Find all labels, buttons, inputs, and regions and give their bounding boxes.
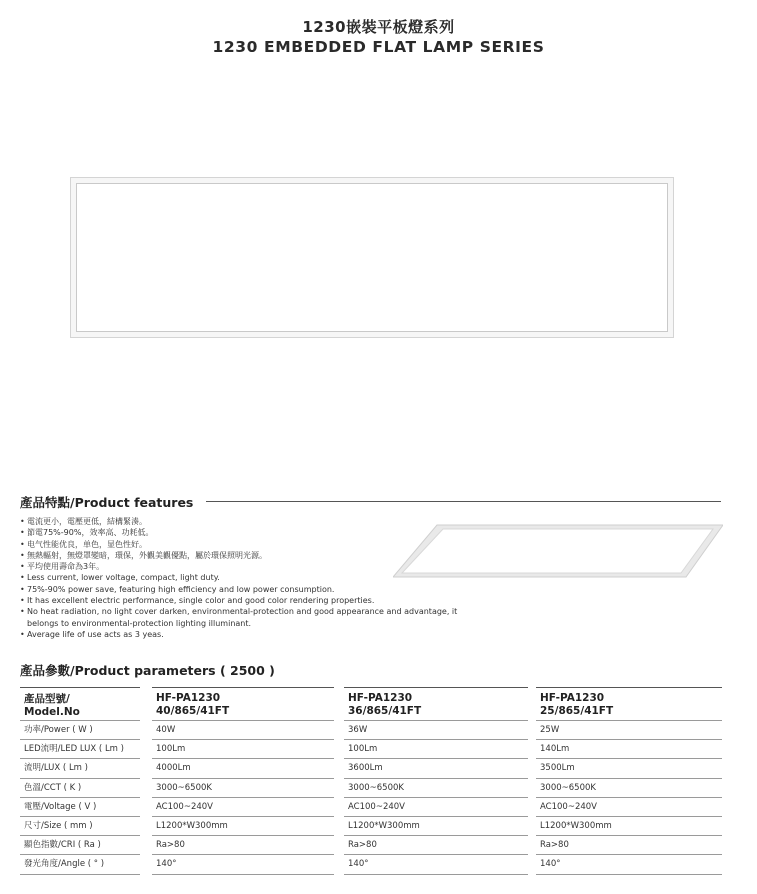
param-value: 140Lm bbox=[540, 744, 570, 755]
feature-item: • Less current, lower voltage, compact, light duty. bbox=[20, 572, 460, 583]
param-value: 140° bbox=[348, 859, 369, 870]
flat-panel-product-image bbox=[70, 177, 674, 338]
table-row bbox=[20, 740, 722, 759]
param-value: 3000~6500K bbox=[156, 782, 212, 793]
parameters-table bbox=[20, 687, 722, 875]
param-label: 顯色指數/CRI ( Ra ) bbox=[24, 840, 101, 851]
feature-item: • No heat radiation, no light cover darken, environmental-protection and good appearance and advantage, it belongs to environmental-protection lighting illuminant. bbox=[20, 606, 460, 629]
param-value: 100Lm bbox=[348, 744, 378, 755]
param-label: 功率/Power ( W ) bbox=[24, 725, 93, 735]
feature-item: • 無熱輻射，無燈罩變暗，環保，外觀美觀優點，屬於環保照明光源。 bbox=[20, 550, 460, 561]
param-value: 25W bbox=[540, 725, 560, 735]
title-cn: 1230嵌裝平板燈系列 bbox=[302, 18, 455, 36]
param-value: L1200*W300mm bbox=[156, 820, 228, 831]
feature-item: • It has excellent electric performance, single color and good color rendering properties. bbox=[20, 595, 460, 606]
param-label: 電壓/Voltage ( V ) bbox=[24, 801, 97, 812]
feature-item: • 平均使用壽命為3年。 bbox=[20, 561, 460, 572]
param-value: 40W bbox=[156, 725, 176, 735]
param-label: 色溫/CCT ( K ) bbox=[24, 782, 82, 793]
title-en: 1230 EMBEDDED FLAT LAMP SERIES bbox=[212, 38, 545, 56]
model-code: 25/865/41FT bbox=[540, 705, 614, 717]
param-value: Ra>80 bbox=[540, 840, 569, 851]
feature-item: • 75%-90% power save, featuring high efficiency and low power consumption. bbox=[20, 584, 460, 595]
param-label: 尺寸/Size ( mm ) bbox=[24, 820, 93, 831]
flat-panel-perspective-image bbox=[393, 521, 723, 581]
param-value: AC100~240V bbox=[540, 801, 597, 812]
table-row bbox=[20, 779, 722, 798]
feature-item: • 電流更小，電壓更低，結構緊湊。 bbox=[20, 516, 460, 527]
features-divider bbox=[206, 501, 721, 502]
table-row bbox=[20, 721, 722, 740]
header-label-en: Model.No bbox=[24, 706, 80, 718]
param-label: LED流明/LED LUX ( Lm ) bbox=[24, 744, 124, 755]
model-name: HF-PA1230 bbox=[348, 692, 413, 704]
param-value: 3000~6500K bbox=[348, 782, 404, 793]
table-row bbox=[20, 759, 722, 778]
feature-item: • 电气性能优良，单色，显色性好。 bbox=[20, 539, 460, 550]
model-code: 40/865/41FT bbox=[156, 705, 230, 717]
param-value: Ra>80 bbox=[156, 840, 185, 851]
param-value: AC100~240V bbox=[156, 801, 213, 812]
param-value: 140° bbox=[156, 859, 177, 870]
table-row bbox=[20, 855, 722, 874]
model-name: HF-PA1230 bbox=[540, 692, 605, 704]
header-label-cn: 產品型號/ bbox=[24, 693, 70, 705]
model-code: 36/865/41FT bbox=[348, 705, 422, 717]
feature-item: • 節電75%-90%，效率高、功耗低。 bbox=[20, 527, 460, 538]
param-value: L1200*W300mm bbox=[540, 820, 612, 831]
param-value: AC100~240V bbox=[348, 801, 405, 812]
table-row bbox=[20, 836, 722, 855]
param-value: 36W bbox=[348, 725, 368, 735]
model-name: HF-PA1230 bbox=[156, 692, 221, 704]
param-value: 3600Lm bbox=[348, 763, 383, 774]
param-value: L1200*W300mm bbox=[348, 820, 420, 831]
param-value: 3000~6500K bbox=[540, 782, 596, 793]
param-value: 140° bbox=[540, 859, 561, 870]
table-row bbox=[20, 817, 722, 836]
param-value: 100Lm bbox=[156, 744, 186, 755]
table-row bbox=[20, 798, 722, 817]
param-value: Ra>80 bbox=[348, 840, 377, 851]
param-label: 發光角度/Angle ( ° ) bbox=[24, 859, 105, 870]
features-heading: 產品特點/Product features bbox=[20, 495, 194, 510]
parameters-heading: 產品參數/Product parameters ( 2500 ) bbox=[20, 663, 275, 678]
table-header-row bbox=[20, 687, 722, 721]
param-label: 流明/LUX ( Lm ) bbox=[24, 763, 88, 774]
feature-item: • Average life of use acts as 3 yeas. bbox=[20, 629, 460, 640]
param-value: 4000Lm bbox=[156, 763, 191, 774]
param-value: 3500Lm bbox=[540, 763, 575, 774]
flat-panel-light-surface bbox=[76, 183, 668, 332]
